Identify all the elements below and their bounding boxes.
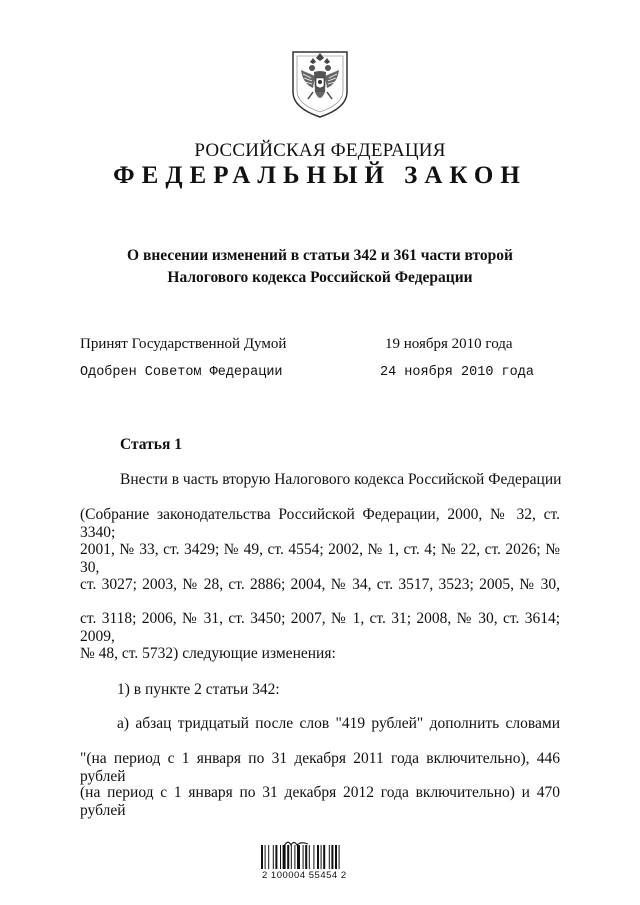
list-item: а) абзац тридцатый после слов "419 рублей" дополнить словами <box>117 715 560 732</box>
text-line: (Собрание законодательства Российской Федерации, 2000, № 32, ст. 3340; <box>80 506 560 541</box>
barcode-bar <box>294 845 295 869</box>
barcode-bar <box>335 845 337 869</box>
document-type-title: ФЕДЕРАЛЬНЫЙ ЗАКОН <box>113 162 527 189</box>
barcode-bar <box>321 845 322 869</box>
barcode-bar <box>268 845 269 869</box>
text-line: 2001, № 33, ст. 3429; № 49, ст. 4554; 2002, № 1, ст. 4; № 22, ст. 2026; № 30, <box>80 541 560 576</box>
subject-line: О внесении изменений в статьи 342 и 361 части второй <box>127 247 513 264</box>
text-line: ст. 3027; 2003, № 28, ст. 2886; 2004, № 34, ст. 3517, 3523; 2005, № 30, <box>80 576 560 593</box>
barcode-bar <box>309 845 310 869</box>
barcode-bar <box>261 845 263 869</box>
council-approval-label: Одобрен Советом Федерации <box>80 365 283 380</box>
barcode-bar <box>339 845 340 869</box>
barcode-bar <box>275 845 277 869</box>
barcode-bar <box>329 845 330 869</box>
country-name: РОССИЙСКАЯ ФЕДЕРАЦИЯ <box>194 140 446 161</box>
duma-adoption-label: Принят Государственной Думой <box>80 336 287 352</box>
barcode-bar <box>305 845 307 869</box>
barcode-bar <box>280 845 281 869</box>
barcode-bar <box>323 845 325 869</box>
barcode-bar <box>287 845 289 869</box>
barcode-bar <box>317 845 319 869</box>
barcode-bar <box>265 845 266 869</box>
barcode-bar <box>283 845 286 869</box>
coat-of-arms-icon <box>289 48 351 120</box>
list-item: 1) в пункте 2 статьи 342: <box>117 681 280 698</box>
barcode <box>260 845 384 872</box>
barcode-bar <box>331 845 333 869</box>
council-approval-date: 24 ноября 2010 года <box>380 365 534 380</box>
barcode-bar <box>313 845 314 869</box>
text-line: "(на период с 1 января по 31 декабря 2011 года включительно), 446 рублей <box>80 750 560 785</box>
law-subject <box>0 245 640 289</box>
article-heading: Статья 1 <box>120 436 182 453</box>
barcode-bar <box>273 845 274 869</box>
duma-adoption-date: 19 ноября 2010 года <box>385 336 513 352</box>
text-line: № 48, ст. 5732) следующие изменения: <box>80 645 336 662</box>
barcode-bar <box>297 845 300 869</box>
text-line: Внести в часть вторую Налогового кодекса Российской Федерации <box>120 471 562 488</box>
subject-line: Налогового кодекса Российской Федерации <box>167 269 473 286</box>
text-line: ст. 3118; 2006, № 31, ст. 3450; 2007, № 1, ст. 31; 2008, № 30, ст. 3614; 2009, <box>80 610 560 645</box>
barcode-bar <box>303 845 304 869</box>
barcode-number: 2 100004 55454 2 <box>262 870 347 881</box>
text-line: (на период с 1 января по 31 декабря 2012 года включительно) и 470 рублей <box>80 784 560 819</box>
barcode-bar <box>291 845 292 869</box>
